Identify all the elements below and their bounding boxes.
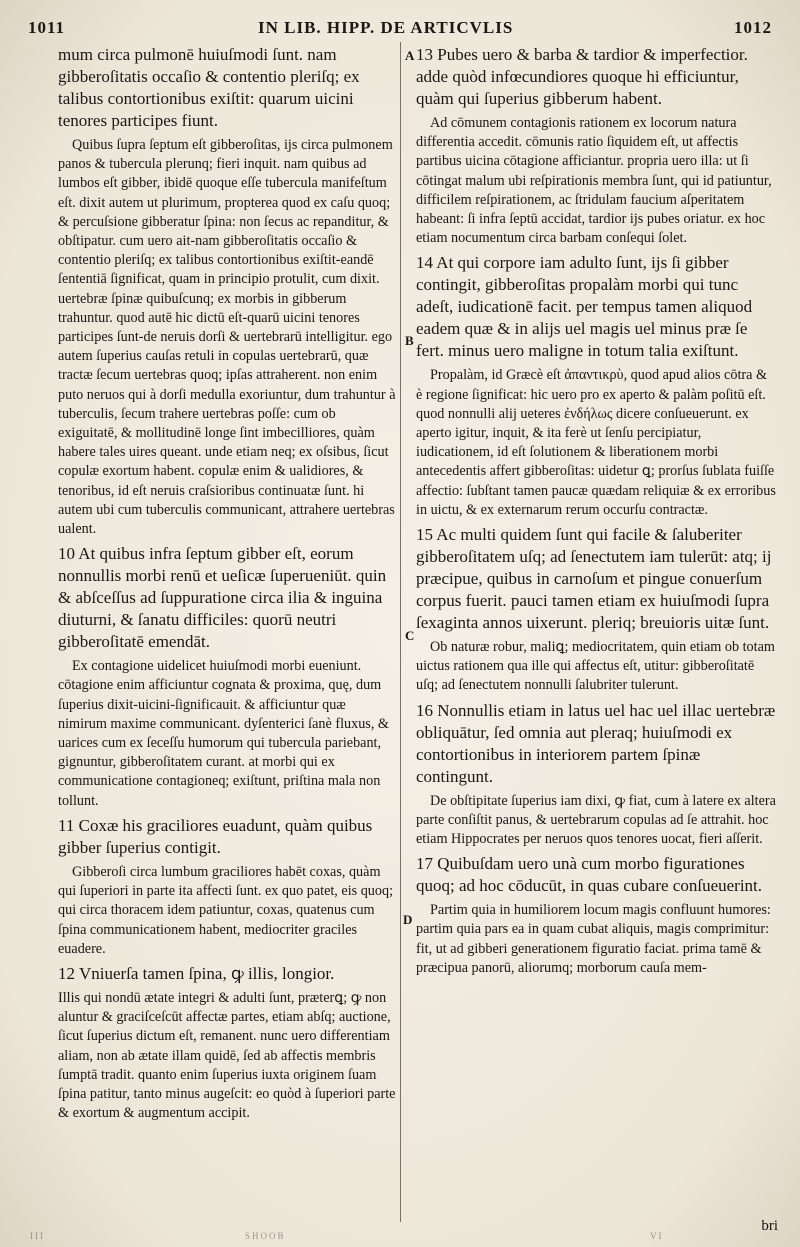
aphorism-paragraph: 17 Quibuſdam uero unà cum morbo figurationes quoq; ad hoc cōducūt, in quas cubare conſueuerint. [416, 854, 763, 896]
aphorism-paragraph: 13 Pubes uero & barba & tardior & imperfectior. adde quòd infœcundiores quoque hi efficiuntur, quàm qui ſuperius gibberum habent. [416, 45, 748, 108]
footer-mark: VI [650, 1231, 664, 1241]
commentary-paragraph: Ad cōmunem contagionis rationem ex locorum natura differentia accedit. cōmunis ratio ſiquidem eſt, ut affectis partibus uicina cōtagione afficiantur. propria uero illa: ut ſi cōtingat malum ubi reſpirationis membra ſunt, qui id patiuntur, difficilem reſpirationem, ac ſtridulam faucium aſperitatem habeant: ſi infra ſeptū accidat, tardior ijs pubes oriatur. ex hoc etiam nocumentum circa barbam conſequi ſolet. [416, 115, 772, 247]
left-column [58, 44, 396, 1224]
aphorism-paragraph: 15 Ac multi quidem ſunt qui facile & ſaluberiter gibberoſitatem uſq; ad ſenectutem iam tulerūt: atq; ij præcipue, quibus in carnoſum et pingue conuerſum corpus fuerit. pauci tamen etiam ex huiuſmodi ſupra ſexaginta annos uixerunt. pleriq; breuioris uitæ ſunt. [416, 525, 772, 633]
footer-marks [30, 1231, 770, 1243]
commentary-paragraph: Partim quia in humiliorem locum magis confluunt humores: partim quia pars ea in quam cubat aliquis, magis comprimitur: fit, ut ad gibberi generationem figuratio faciat. prima tamē & præcipua panorū, aliorumq; morborum cauſa mem- [416, 902, 771, 976]
page-number-right: 1012 [734, 18, 772, 37]
page-header [28, 14, 772, 38]
commentary-paragraph: De obſtipitate ſuperius iam dixi, ꝙ fiat, cum à latere ex altera parte conſiſtit panus, & uertebrarum copulas ad ſe attrahit. hoc etiam Hippocrates per neruos quos tenores uocat, fieri aſſerit. [416, 792, 776, 848]
commentary-paragraph: Gibberoſi circa lumbum graciliores habēt coxas, quàm qui ſuperiori in parte ita affecti ſunt. ex quo patet, eis quoq; qui circa thoracem idem patiuntur, coxas, quatenus cum ſpina communicationem habent, mediocriter graciles euadere. [58, 863, 394, 957]
commentary-paragraph: Ex contagione uidelicet huiuſmodi morbi eueniunt. cōtagione enim afficiuntur cognata & proxima, quę, dum ſuperius dixit-uicini-ſignificauit. & afficiuntur quæ nimirum maxime communicant. dyſenterici ſanè fluxus, & uarices cum ex ſeceſſu humorum qui tubercula pariebant, gignuntur, gibberoſitatem curant. at morbi qui ex communicatione contagioneq; exiſtunt, priſtina mala non tollunt. [58, 658, 389, 809]
aphorism-paragraph: 16 Nonnullis etiam in latus uel hac uel illac uertebræ obliquātur, ſed omnia aut pleraq; huiuſmodi ex contortionibus in interiorem partem ſpinæ contingunt. [416, 700, 776, 786]
right-column [416, 44, 776, 1224]
catchword: bri [761, 1218, 778, 1234]
commentary-paragraph: Illis qui nondū ætate integri & adulti ſunt, præterꝗ; ꝙ non aluntur & graciſceſcūt affectæ partes, etiam abſq; auctione, ſicut ſuperius dictum eſt, remanent. nunc uero differentiam aliam, non ab ætate illam quidē, ſed ab affectis membris ſumptā tradit. quanto enim ſuperius iuxta originem ſuam ſpina patitur, tanto minus augeſcit: eo quòd à ſuperiori parte & exortum & augmentum accipit. [58, 989, 396, 1122]
column-divider [400, 42, 401, 1222]
running-title: IN LIB. HIPP. DE ARTICVLIS [258, 18, 514, 37]
aphorism-paragraph: 10 At quibus infra ſeptum gibber eſt, eorum nonnullis morbi renū et ueſicæ ſuperueniūt. quin & abſceſſus ad ſuppuratione circa ilia & inguina diuturni, & ſanatu difficiles: quorū neutri gibberoſitatē emendāt. [58, 544, 387, 652]
paragraph: mum circa pulmonē huiuſmodi ſunt. nam gibberoſitatis occaſio & contentio pleriſq; ex talibus contortionibus exiſtit: quarum uicini tenores participes fiunt. [58, 45, 360, 130]
commentary-paragraph: Ob naturæ robur, maliꝗ; mediocritatem, quin etiam ob totam uictus rationem qua ille qui affectus eſt, utitur: gibberoſitatē uſq; ad ſenectutem nonnulli ſalubriter tulerunt. [416, 639, 775, 694]
margin-letter-c: C [405, 628, 415, 643]
margin-letter-a: A [405, 48, 415, 63]
margin-letter-b: B [405, 333, 414, 348]
footer-mark: III [30, 1231, 45, 1241]
margin-letter-d: D [403, 912, 413, 927]
commentary-paragraph: Propalàm, id Græcè eſt ἀπαντικρὺ, quod apud alios cōtra & è regione ſignificat: hic uero pro ex aperto & palàm poſitū eſt. quod nonnulli alij ueteres ἐνδήλως dicere conſueuerunt. ex aperto igitur, inquit, & ita ferè ut ſenſu percipiatur, iudicationem, id eſt ſolutionem & liberationem morbi antecedentis affert gibberoſitas: uidetur ꝗ; prorſus ſublata fuiſſe affectio: ſubſtant tamen paucæ quædam reliquiæ & ex erroribus in uictu, & ex externarum rerum occurſu contractæ. [416, 367, 776, 518]
commentary-paragraph: Quibus ſupra ſeptum eſt gibberoſitas, ijs circa pulmonem panos & tubercula plerunq; fieri inquit. nam quibus ad lumbos eſt gibber, ibidē quoque eſſe tubercula manifeſtum eſt. dixit autem ut plurimum, propterea quod ex caſu quoq; & percuſsione gibberatur ſpina: non ſecus ac repanditur, & obſtipatur. cum uero ait-nam gibberoſitatis occaſio & contentio pleriſq; ex talibus contortionibus exiſtit-eandē ſententiā ſignificat, quam in principio protulit, cum dixit. uertebræ ſpinæ quibuſcunq; ex morbis in gibberum trahuntur. quod autē hic dictū eſt-quarū uicini tenores participes ſunt-de neruis dorſi & uertebrarū intelligitur. ego autem ſuperius cauſas retuli in copulas uertebrarū, quæ tractæ ſecum uertebras quoq; ipſas attraherent. non enim puto neruos qui à dorſi medulla exoriuntur, dum trahuntur à tuberculis, ſecum trahere uertebras poſſe: cum ob exiguitatē, & mollitudinē longe ſint imbecilliores, quàm habere tales uires queant. unde etiam neq; ex oſsibus, ſicut copulæ exortum habent. copulæ enim & ualidiores, & tenoribus, id eſt neruis craſsioribus continuatæ ſunt. hi autem ubi cum tuberculis communicant, attrahere uertebras ualent. [58, 137, 396, 538]
aphorism-paragraph: 12 Vniuerſa tamen ſpina, ꝙ illis, longior. [58, 963, 335, 983]
aphorism-paragraph: 14 At qui corpore iam adulto ſunt, ijs ſi gibber contingit, gibberoſitas propalàm morbi qui tunc adeſt, iudicationē facit. per tempus tamen aliquod eadem quæ & in alijs uel magis uel minus præ ſe fert. minus uero maligne in totum talia exiſtunt. [416, 253, 753, 361]
footer-mark: SHOOB [245, 1231, 286, 1241]
aphorism-paragraph: 11 Coxæ his graciliores euadunt, quàm quibus gibber ſuperius contigit. [58, 815, 373, 857]
page-number-left: 1011 [28, 18, 66, 37]
